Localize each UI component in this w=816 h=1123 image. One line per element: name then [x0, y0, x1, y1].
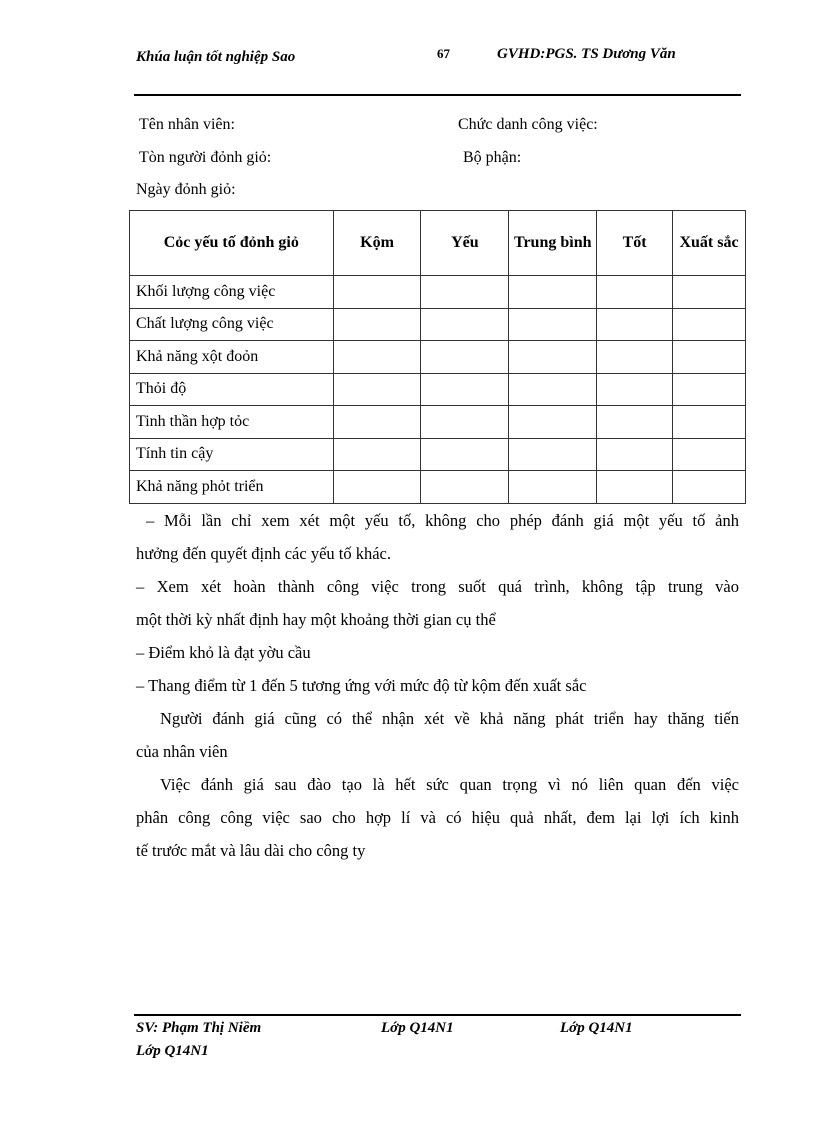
rating-cell: [597, 438, 673, 471]
paragraph-line: một thời kỳ nhất định hay một khoảng thời gian cụ thể: [136, 610, 496, 629]
header-divider: [134, 94, 741, 96]
rating-cell: [421, 341, 509, 374]
paragraph-line: – Mỗi lần chỉ xem xét một yếu tố, không cho phép đánh giá một yếu tố ảnh: [146, 511, 739, 530]
table-row: [130, 308, 746, 341]
rater-label: Tòn người đỏnh giỏ:: [139, 149, 272, 166]
table-header-row: [130, 211, 746, 276]
table-header-cell: Kộm: [333, 211, 421, 276]
footer-class: Lớp Q14N1: [560, 1020, 633, 1036]
paragraph-line: Việc đánh giá sau đào tạo là hết sức quan trọng vì nó liên quan đến việc: [160, 775, 739, 794]
rating-cell: [509, 373, 597, 406]
paragraph-line: tế trước mắt và lâu dài cho công ty: [136, 841, 366, 860]
rating-cell: [673, 341, 746, 374]
footer-divider: [134, 1014, 741, 1016]
criterion-label: Khả năng xột đoỏn: [130, 341, 334, 374]
rating-cell: [509, 471, 597, 504]
rating-cell: [673, 373, 746, 406]
table-header-cell: Xuất sắc: [673, 211, 746, 276]
rating-cell: [597, 406, 673, 439]
rating-cell: [509, 406, 597, 439]
criterion-label: Tinh thần hợp tỏc: [130, 406, 334, 439]
body-paragraphs: [136, 504, 739, 867]
table-header-cell: Yếu: [421, 211, 509, 276]
rating-cell: [509, 438, 597, 471]
evaluation-table: [129, 210, 746, 504]
rating-cell: [421, 308, 509, 341]
paragraph-line: – Xem xét hoàn thành công việc trong suốt quá trình, không tập trung vào: [136, 577, 739, 596]
paragraph-line: Người đánh giá cũng có thể nhận xét về khả năng phát triển hay thăng tiến: [160, 709, 739, 728]
criterion-label: Khả năng phỏt triển: [130, 471, 334, 504]
rating-cell: [509, 308, 597, 341]
table-row: [130, 373, 746, 406]
table-row: [130, 438, 746, 471]
rating-cell: [421, 406, 509, 439]
criterion-label: Thỏi độ: [130, 373, 334, 406]
footer-class: Lớp Q14N1: [136, 1043, 209, 1059]
table-row: [130, 276, 746, 309]
rating-cell: [597, 341, 673, 374]
table-header-cell: Tốt: [597, 211, 673, 276]
paragraph-line: – Thang điểm từ 1 đến 5 tương ứng với mức độ từ kộm đến xuất sắc: [136, 676, 587, 695]
rating-cell: [333, 341, 421, 374]
rating-cell: [421, 438, 509, 471]
employee-name-label: Tên nhân viên:: [139, 116, 235, 133]
date-label: Ngày đỏnh giỏ:: [136, 181, 236, 198]
paragraph-line: – Điểm khỏ là đạt yờu cầu: [136, 643, 311, 662]
table-row: [130, 471, 746, 504]
paragraph-line: phân công công việc sao cho hợp lí và có hiệu quả nhất, đem lại lợi ích kinh: [136, 808, 739, 827]
rating-cell: [673, 471, 746, 504]
rating-cell: [421, 276, 509, 309]
rating-cell: [597, 373, 673, 406]
rating-cell: [673, 308, 746, 341]
rating-cell: [673, 276, 746, 309]
rating-cell: [509, 276, 597, 309]
header-thesis-title: Khúa luận tốt nghiệp Sao: [136, 49, 296, 65]
rating-cell: [597, 308, 673, 341]
rating-cell: [333, 373, 421, 406]
rating-cell: [333, 438, 421, 471]
rating-cell: [597, 276, 673, 309]
rating-cell: [673, 438, 746, 471]
rating-cell: [333, 471, 421, 504]
rating-cell: [421, 373, 509, 406]
criterion-label: Chất lượng công việc: [130, 308, 334, 341]
criterion-label: Khối lượng công việc: [130, 276, 334, 309]
paragraph-line: của nhân viên: [136, 742, 228, 761]
header-advisor: GVHD:PGS. TS Dương Văn: [497, 46, 676, 62]
table-header-cell: Cỏc yếu tố đỏnh giỏ: [130, 211, 334, 276]
table-row: [130, 341, 746, 374]
rating-cell: [673, 406, 746, 439]
job-title-label: Chức danh công việc:: [458, 116, 598, 133]
table-row: [130, 406, 746, 439]
footer-class: Lớp Q14N1: [381, 1020, 454, 1036]
table-header-cell: Trung bình: [509, 211, 597, 276]
page-number: 67: [437, 46, 450, 61]
rating-cell: [333, 406, 421, 439]
footer-student: SV: Phạm Thị Niềm: [136, 1020, 262, 1036]
rating-cell: [597, 471, 673, 504]
department-label: Bộ phận:: [463, 149, 522, 166]
paragraph-line: hưởng đến quyết định các yếu tố khác.: [136, 544, 392, 563]
rating-cell: [333, 276, 421, 309]
rating-cell: [509, 341, 597, 374]
criterion-label: Tính tin cậy: [130, 438, 334, 471]
rating-cell: [333, 308, 421, 341]
rating-cell: [421, 471, 509, 504]
